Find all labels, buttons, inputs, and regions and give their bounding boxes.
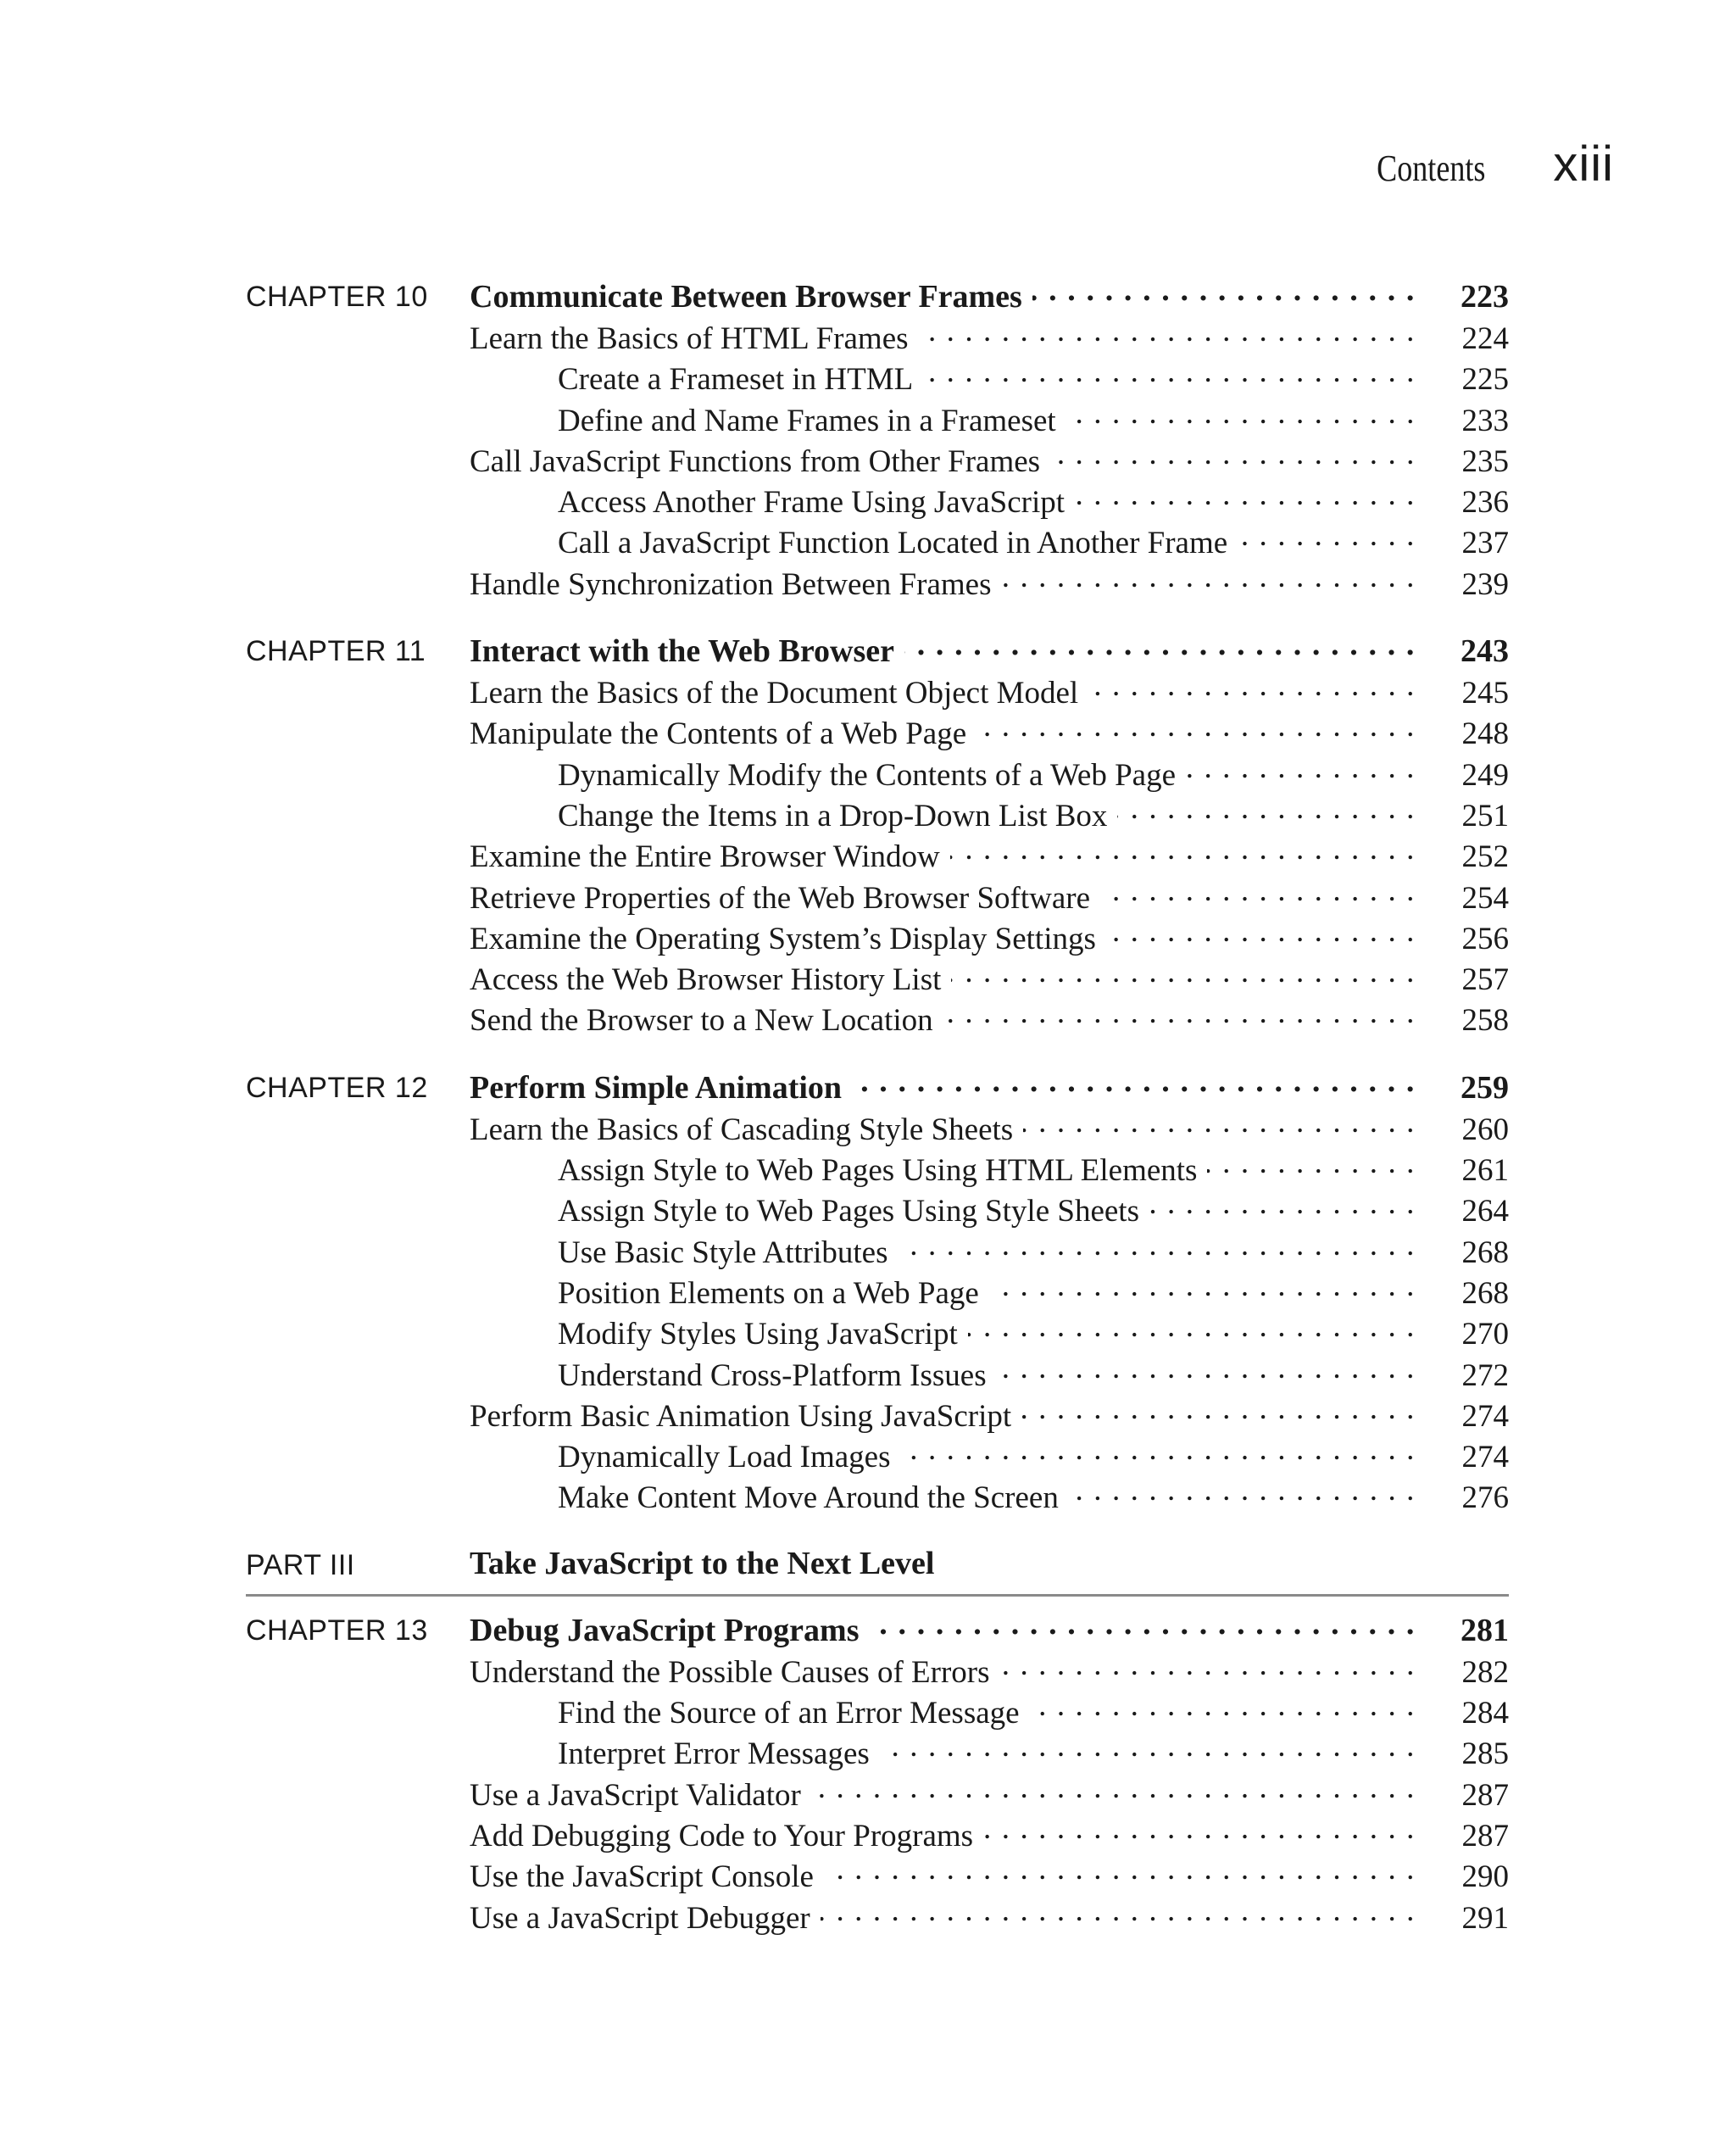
dot-leader xyxy=(1069,1476,1416,1508)
entry-page: 225 xyxy=(1461,362,1509,398)
toc-entry[interactable] xyxy=(470,877,1509,917)
entry-title: Dynamically Modify the Contents of a Web Page xyxy=(558,757,1176,793)
entry-title: Understand the Possible Causes of Errors xyxy=(470,1654,990,1690)
toc-subentry[interactable] xyxy=(470,754,1509,794)
dot-leader xyxy=(1100,877,1416,908)
entry-page: 282 xyxy=(1461,1654,1509,1690)
entry-title: Perform Basic Animation Using JavaScript xyxy=(470,1398,1012,1434)
entry-title: Understand Cross-Platform Issues xyxy=(558,1357,987,1393)
entry-page: 257 xyxy=(1461,962,1509,998)
toc-subentry[interactable] xyxy=(470,358,1509,399)
entry-title: Add Debugging Code to Your Programs xyxy=(470,1818,974,1853)
entry-page: 268 xyxy=(1461,1275,1509,1311)
toc-subentry[interactable] xyxy=(470,1354,1509,1395)
dot-leader xyxy=(997,1354,1416,1385)
chapter-entries xyxy=(470,629,1509,1040)
entry-page: 237 xyxy=(1461,526,1509,561)
dot-leader xyxy=(923,358,1416,389)
toc-subentry[interactable] xyxy=(470,1149,1509,1190)
chapter-title-entry[interactable] xyxy=(470,1608,1509,1651)
part-title[interactable]: Take JavaScript to the Next Level xyxy=(470,1545,935,1581)
dot-leader xyxy=(821,1897,1416,1928)
entry-page: 272 xyxy=(1461,1357,1509,1393)
entry-title: Learn the Basics of the Document Object Model xyxy=(470,676,1079,711)
entry-title: Use a JavaScript Validator xyxy=(470,1777,801,1813)
dot-leader xyxy=(904,629,1416,661)
entry-page: 264 xyxy=(1461,1194,1509,1229)
entry-page: 249 xyxy=(1461,757,1509,793)
dot-leader xyxy=(1023,1108,1416,1140)
entry-title: Perform Simple Animation xyxy=(470,1069,843,1106)
entry-title: Debug JavaScript Programs xyxy=(470,1612,860,1648)
entry-page: 261 xyxy=(1461,1153,1509,1189)
toc-entry[interactable] xyxy=(470,1395,1509,1435)
toc-entry[interactable] xyxy=(470,563,1509,604)
entry-page: 256 xyxy=(1461,921,1509,956)
dot-leader xyxy=(1032,275,1416,307)
toc-entry[interactable] xyxy=(470,1651,1509,1692)
entry-title: Change the Items in a Drop-Down List Box xyxy=(558,798,1108,833)
toc-subentry[interactable] xyxy=(470,1732,1509,1773)
entry-page: 268 xyxy=(1461,1235,1509,1270)
toc-subentry[interactable] xyxy=(470,794,1509,835)
running-head-title: Contents xyxy=(1377,148,1486,189)
entry-title: Position Elements on a Web Page xyxy=(558,1275,979,1311)
toc-entry[interactable] xyxy=(470,958,1509,999)
entry-title: Manipulate the Contents of a Web Page xyxy=(470,716,967,752)
chapter-10-section xyxy=(246,275,1509,604)
entry-page: 260 xyxy=(1461,1112,1509,1147)
dot-leader xyxy=(1030,1692,1416,1723)
chapter-label: CHAPTER 11 xyxy=(246,635,426,668)
chapter-12-section xyxy=(246,1066,1509,1518)
entry-title: Send the Browser to a New Location xyxy=(470,1003,933,1039)
dot-leader xyxy=(983,1814,1416,1846)
entry-title: Use the JavaScript Console xyxy=(470,1859,814,1895)
chapter-13-section xyxy=(246,1608,1509,1937)
entry-page: 223 xyxy=(1461,279,1509,315)
entry-title: Use Basic Style Attributes xyxy=(558,1235,888,1270)
dot-leader xyxy=(1149,1190,1416,1221)
dot-leader xyxy=(1050,440,1416,471)
toc-entry[interactable] xyxy=(470,440,1509,481)
entry-title: Interact with the Web Browser xyxy=(470,633,894,670)
entry-title: Assign Style to Web Pages Using HTML Elements xyxy=(558,1153,1198,1189)
entry-title: Learn the Basics of Cascading Style Sheets xyxy=(470,1112,1014,1147)
toc-entry[interactable] xyxy=(470,1108,1509,1149)
dot-leader xyxy=(1001,563,1416,594)
entry-title: Call a JavaScript Function Located in Another Frame xyxy=(558,526,1228,561)
toc-entry[interactable] xyxy=(470,1897,1509,1937)
chapter-title-entry[interactable] xyxy=(470,1066,1509,1108)
entry-title: Create a Frameset in HTML xyxy=(558,362,914,398)
toc-entry[interactable] xyxy=(470,1774,1509,1814)
entry-title: Access Another Frame Using JavaScript xyxy=(558,485,1066,521)
entry-page: 281 xyxy=(1461,1612,1509,1648)
dot-leader xyxy=(1207,1149,1416,1180)
entry-page: 258 xyxy=(1461,1003,1509,1039)
table-of-contents xyxy=(246,275,1509,1963)
entry-page: 239 xyxy=(1461,566,1509,602)
dot-leader xyxy=(943,999,1416,1030)
toc-entry[interactable] xyxy=(470,317,1509,358)
dot-leader xyxy=(1088,672,1416,703)
dot-leader xyxy=(1117,794,1416,826)
entry-title: Examine the Operating System’s Display Settings xyxy=(470,921,1096,956)
chapter-title-entry[interactable] xyxy=(470,629,1509,672)
chapter-label: CHAPTER 13 xyxy=(246,1614,428,1647)
entry-title: Find the Source of an Error Message xyxy=(558,1696,1020,1731)
toc-subentry[interactable] xyxy=(470,1692,1509,1732)
entry-page: 243 xyxy=(1461,633,1509,670)
entry-title: Retrieve Properties of the Web Browser Software xyxy=(470,880,1091,916)
entry-page: 290 xyxy=(1461,1859,1509,1895)
entry-page: 287 xyxy=(1461,1818,1509,1853)
dot-leader xyxy=(1075,481,1416,512)
toc-subentry[interactable] xyxy=(470,1476,1509,1517)
part-label: PART III xyxy=(246,1548,355,1581)
dot-leader xyxy=(870,1608,1416,1641)
dot-leader xyxy=(852,1066,1416,1098)
chapter-entries xyxy=(470,1066,1509,1518)
toc-subentry[interactable] xyxy=(470,1231,1509,1272)
dot-leader xyxy=(951,958,1416,989)
entry-title: Dynamically Load Images xyxy=(558,1440,891,1475)
dot-leader xyxy=(999,1651,1416,1682)
page-number: xiii xyxy=(1553,137,1614,192)
toc-subentry[interactable] xyxy=(470,1190,1509,1230)
chapter-entries xyxy=(470,275,1509,604)
dot-leader xyxy=(989,1272,1416,1303)
chapter-title-entry[interactable] xyxy=(470,275,1509,317)
entry-page: 235 xyxy=(1461,443,1509,479)
entry-page: 254 xyxy=(1461,880,1509,916)
entry-page: 252 xyxy=(1461,839,1509,875)
toc-subentry[interactable] xyxy=(470,399,1509,440)
entry-title: Call JavaScript Functions from Other Frames xyxy=(470,443,1041,479)
toc-subentry[interactable] xyxy=(470,1313,1509,1353)
entry-page: 251 xyxy=(1461,798,1509,833)
toc-subentry[interactable] xyxy=(470,1272,1509,1313)
toc-subentry[interactable] xyxy=(470,521,1509,562)
chapter-entries xyxy=(470,1608,1509,1937)
entry-title: Access the Web Browser History List xyxy=(470,962,942,998)
dot-leader xyxy=(950,835,1416,867)
dot-leader xyxy=(968,1313,1416,1344)
running-head xyxy=(1353,136,1614,192)
entry-title: Make Content Move Around the Screen xyxy=(558,1480,1059,1516)
entry-page: 276 xyxy=(1461,1480,1509,1516)
dot-leader xyxy=(1066,399,1416,431)
entry-page: 284 xyxy=(1461,1696,1509,1731)
dot-leader xyxy=(976,712,1416,744)
dot-leader xyxy=(811,1774,1416,1805)
chapter-label: CHAPTER 12 xyxy=(246,1071,428,1104)
toc-entry[interactable] xyxy=(470,999,1509,1040)
entry-title: Communicate Between Browser Frames xyxy=(470,279,1022,315)
entry-page: 259 xyxy=(1461,1069,1509,1106)
chapter-label: CHAPTER 10 xyxy=(246,281,428,313)
entry-page: 248 xyxy=(1461,716,1509,752)
dot-leader xyxy=(1238,521,1416,553)
toc-entry[interactable] xyxy=(470,835,1509,876)
entry-title: Handle Synchronization Between Frames xyxy=(470,566,992,602)
dot-leader xyxy=(880,1732,1416,1764)
toc-entry[interactable] xyxy=(470,917,1509,958)
entry-title: Modify Styles Using JavaScript xyxy=(558,1317,958,1352)
dot-leader xyxy=(824,1855,1416,1887)
entry-page: 270 xyxy=(1461,1317,1509,1352)
entry-page: 245 xyxy=(1461,676,1509,711)
toc-entry[interactable] xyxy=(470,712,1509,753)
entry-page: 287 xyxy=(1461,1777,1509,1813)
dot-leader xyxy=(1106,917,1416,949)
entry-title: Interpret Error Messages xyxy=(558,1736,870,1772)
dot-leader xyxy=(899,1231,1416,1263)
entry-title: Use a JavaScript Debugger xyxy=(470,1900,810,1936)
chapter-11-section xyxy=(246,629,1509,1040)
entry-title: Examine the Entire Browser Window xyxy=(470,839,940,875)
entry-page: 233 xyxy=(1461,403,1509,438)
entry-title: Learn the Basics of HTML Frames xyxy=(470,321,909,356)
dot-leader xyxy=(1021,1395,1416,1426)
toc-subentry[interactable] xyxy=(470,481,1509,521)
entry-page: 285 xyxy=(1461,1736,1509,1772)
toc-subentry[interactable] xyxy=(470,1435,1509,1476)
entry-page: 274 xyxy=(1461,1398,1509,1434)
part-3-heading xyxy=(246,1543,1509,1597)
dot-leader xyxy=(919,317,1416,348)
dot-leader xyxy=(1186,754,1416,785)
entry-page: 274 xyxy=(1461,1440,1509,1475)
entry-page: 224 xyxy=(1461,321,1509,356)
entry-page: 236 xyxy=(1461,485,1509,521)
dot-leader xyxy=(900,1435,1416,1467)
entry-page: 291 xyxy=(1461,1900,1509,1936)
toc-entry[interactable] xyxy=(470,672,1509,712)
entry-title: Assign Style to Web Pages Using Style Sheets xyxy=(558,1194,1139,1229)
toc-entry[interactable] xyxy=(470,1855,1509,1896)
entry-title: Define and Name Frames in a Frameset xyxy=(558,403,1056,438)
toc-entry[interactable] xyxy=(470,1814,1509,1855)
